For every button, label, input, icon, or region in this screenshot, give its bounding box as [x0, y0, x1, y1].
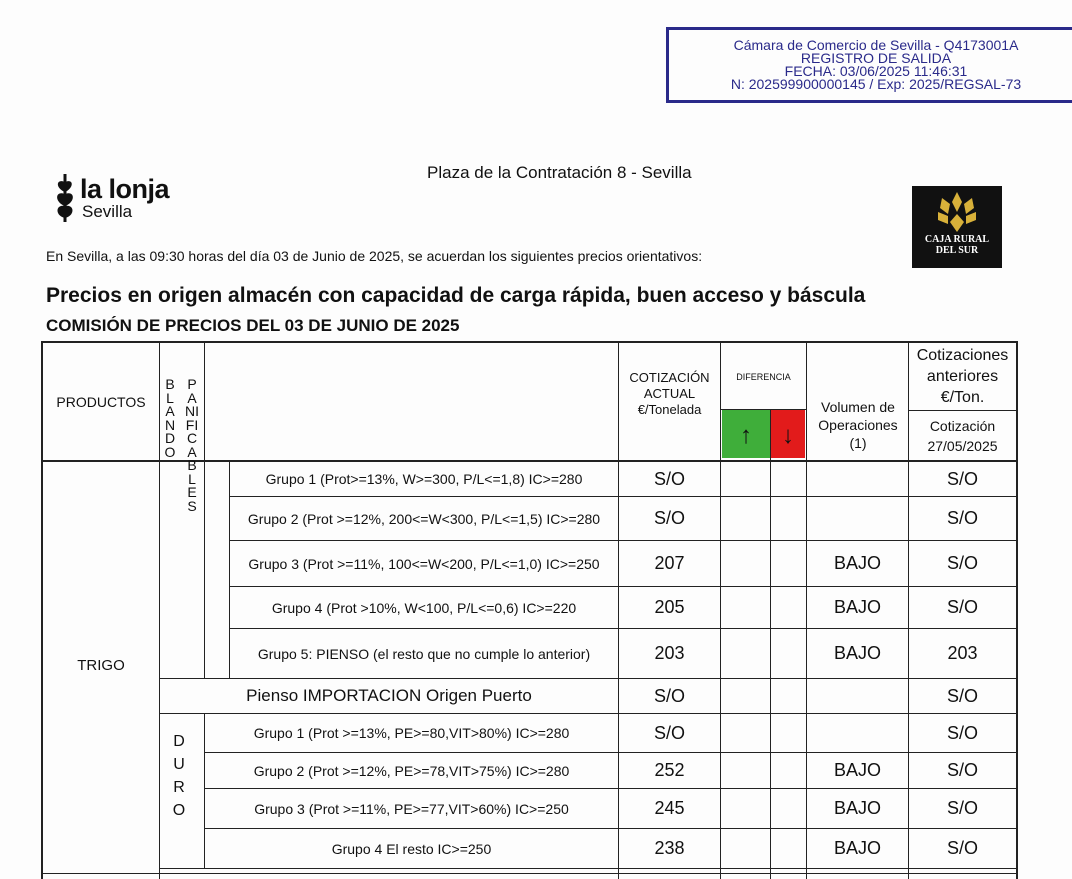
row-cotizacion-previa: S/O — [946, 553, 978, 573]
row-product-name: Grupo 1 (Prot >=13%, PE>=80,VIT>80%) IC>=280 — [253, 725, 570, 741]
stamp-line-2: REGISTRO DE SALIDA — [800, 50, 952, 66]
header-duro: DURO — [172, 733, 186, 819]
down-arrow-icon: ↓ — [782, 421, 794, 449]
wheat-emblem-icon — [932, 188, 982, 234]
intro-text: En Sevilla, a las 09:30 horas del día 03 de Junio de 2025, se acuerdan los siguientes precios orientativos: — [46, 248, 703, 264]
row-volumen: BAJO — [833, 643, 881, 663]
row-cotizacion-actual: S/O — [653, 685, 685, 706]
row-volumen — [807, 497, 908, 540]
up-arrow-icon: ↑ — [740, 421, 752, 449]
caja-line-1: CAJA RURAL — [924, 234, 990, 245]
row-cotizacion-previa: S/O — [946, 597, 978, 617]
row-cotizacion-previa: S/O — [946, 722, 978, 743]
row-cotizacion-actual: 207 — [654, 553, 685, 573]
header-cotizacion-actual: COTIZACIÓN ACTUAL €/Tonelada — [629, 370, 710, 417]
row-cotizacion-actual: 205 — [654, 597, 685, 617]
row-product-name: Grupo 1 (Prot>=13%, W>=300, P/L<=1,8) IC>=280 — [265, 471, 583, 487]
row-product-name: Grupo 5: PIENSO (el resto que no cumple lo anterior) — [257, 645, 591, 662]
row-volumen: BAJO — [833, 798, 881, 818]
row-cotizacion-previa: S/O — [946, 760, 978, 780]
stamp-line-4: N: 202599900000145 / Exp: 2025/REGSAL-73 — [730, 76, 1022, 92]
row-cotizacion-actual: 203 — [654, 643, 685, 663]
row-volumen: BAJO — [833, 838, 881, 858]
row-volumen — [807, 462, 908, 496]
row-product-name: Grupo 3 (Prot >=11%, PE>=77,VIT>60%) IC>=250 — [254, 800, 569, 817]
row-product-name: Grupo 4 (Prot >10%, W<100, P/L<=0,6) IC>=220 — [271, 599, 577, 616]
row-product-name: Grupo 2 (Prot >=12%, 200<=W<300, P/L<=1,5) IC>=280 — [247, 510, 601, 527]
header-panificables: PANIFICABLES — [185, 376, 199, 514]
address: Plaza de la Contratación 8 - Sevilla — [427, 163, 692, 182]
row-cotizacion-actual: 252 — [654, 760, 685, 780]
stamp-line-1: Cámara de Comercio de Sevilla - Q4173001A — [733, 37, 1019, 53]
header-diferencia: DIFERENCIA — [736, 372, 791, 382]
row-product-name: Grupo 3 (Prot >=11%, 100<=W<200, P/L<=1,0) IC>=250 — [248, 555, 600, 572]
row-cotizacion-actual: S/O — [653, 722, 685, 743]
row-cotizacion-previa: S/O — [946, 838, 978, 858]
row-volumen: BAJO — [833, 760, 881, 780]
caja-line-2: DEL SUR — [935, 245, 979, 256]
stamp-line-3: FECHA: 03/06/2025 11:46:31 — [784, 63, 968, 79]
document-title: Precios en origen almacén con capacidad de carga rápida, buen acceso y báscula — [46, 284, 866, 307]
document-subtitle: COMISIÓN DE PRECIOS DEL 03 DE JUNIO DE 2025 — [46, 316, 460, 335]
row-volumen: BAJO — [833, 597, 881, 617]
row-cotizacion-previa: 203 — [947, 643, 978, 663]
row-cotizacion-previa: S/O — [946, 508, 978, 528]
row-cotizacion-previa: S/O — [946, 798, 978, 818]
header-volumen: Volumen de Operaciones (1) — [818, 399, 898, 451]
header-blando: BLANDO — [164, 376, 176, 460]
header-cotizacion-previa: Cotización 27/05/2025 — [927, 417, 998, 454]
row-cotizacion-actual: S/O — [653, 508, 685, 528]
row-cotizacion-previa: S/O — [946, 685, 978, 706]
logo-name: la lonja — [80, 174, 170, 204]
wheat-icon — [52, 172, 78, 224]
row-product-name: Grupo 2 (Prot >=12%, PE>=78,VIT>75%) IC>=280 — [253, 762, 570, 779]
logo-city: Sevilla — [82, 202, 133, 221]
row-volumen — [807, 714, 908, 752]
registry-stamp — [666, 27, 1072, 103]
row-product-name: Pienso IMPORTACION Origen Puerto — [246, 686, 532, 705]
product-trigo: TRIGO — [77, 656, 125, 674]
header-anteriores: Cotizaciones anteriores €/Ton. — [916, 346, 1009, 406]
header-productos: PRODUCTOS — [56, 393, 146, 410]
row-product-name: Grupo 4 El resto IC>=250 — [331, 840, 492, 857]
row-cotizacion-actual: S/O — [653, 468, 685, 489]
caja-rural-logo — [912, 186, 1002, 268]
row-volumen — [807, 679, 908, 713]
row-cotizacion-actual: 245 — [654, 798, 685, 818]
row-cotizacion-actual: 238 — [654, 838, 685, 858]
row-volumen: BAJO — [833, 553, 881, 573]
row-cotizacion-previa: S/O — [946, 468, 978, 489]
